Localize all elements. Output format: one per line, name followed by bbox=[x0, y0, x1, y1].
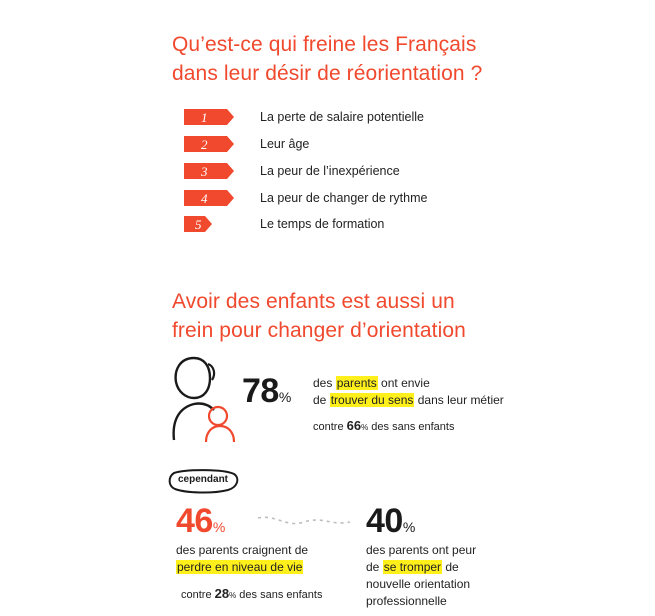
text-part: des sans enfants bbox=[236, 589, 323, 601]
rank-label-3: La peur de l’inexpérience bbox=[260, 164, 400, 178]
text-part: des sans enfants bbox=[368, 421, 455, 433]
stat-unit: % bbox=[402, 519, 415, 535]
section1-title-line1: Qu’est-ce qui freine les Français bbox=[172, 33, 477, 56]
rank-tag-4 bbox=[183, 189, 235, 207]
stat-number: 46 bbox=[176, 502, 213, 540]
rank-tag-2 bbox=[183, 135, 235, 153]
rank-arrow-shape bbox=[183, 135, 235, 153]
section1-title bbox=[172, 30, 482, 88]
compare-number: 66 bbox=[346, 418, 362, 433]
highlight-perdre-niveau: perdre en niveau de vie bbox=[177, 560, 303, 574]
stat-78 bbox=[242, 372, 291, 411]
stat-number: 40 bbox=[366, 502, 403, 540]
compare-unit: % bbox=[229, 591, 237, 600]
rank-number: 2 bbox=[201, 137, 208, 152]
text-line: des parents craignent de bbox=[176, 543, 309, 557]
text-part: ont envie bbox=[377, 376, 430, 390]
stat-unit: % bbox=[212, 519, 225, 535]
rank-number: 5 bbox=[195, 217, 202, 232]
compare-number: 28 bbox=[214, 586, 230, 601]
rank-number: 1 bbox=[201, 110, 208, 125]
highlight-trouver-du-sens: trouver du sens bbox=[330, 393, 414, 407]
parent-child-icon bbox=[168, 352, 240, 444]
rank-tag-1 bbox=[183, 108, 235, 126]
text-part: de bbox=[442, 560, 459, 574]
text-line: nouvelle orientation bbox=[366, 577, 471, 591]
rank-label-2: Leur âge bbox=[260, 137, 310, 151]
stat-46-description bbox=[176, 542, 308, 576]
section2-title-line2: frein pour changer d’orientation bbox=[172, 319, 466, 342]
compare-unit: % bbox=[361, 423, 369, 432]
stat-40 bbox=[366, 502, 415, 541]
rank-arrow-shape bbox=[183, 108, 235, 126]
rank-arrow-shape bbox=[183, 189, 235, 207]
text-line: professionnelle bbox=[366, 594, 447, 608]
section2-title bbox=[172, 287, 466, 345]
rank-label-4: La peur de changer de rythme bbox=[260, 191, 428, 205]
stat-78-description bbox=[313, 375, 504, 409]
section1-title-line2: dans leur désir de réorientation ? bbox=[172, 62, 483, 85]
rank-number: 3 bbox=[201, 164, 208, 179]
dotted-connector bbox=[256, 512, 352, 532]
stat-number: 78 bbox=[242, 372, 279, 410]
text-part: contre bbox=[313, 421, 347, 433]
rank-arrow-shape bbox=[183, 162, 235, 180]
rank-number: 4 bbox=[201, 191, 208, 206]
cependant-label: cependant bbox=[178, 474, 229, 485]
text-part: des bbox=[313, 376, 336, 390]
stat-unit: % bbox=[278, 389, 291, 405]
rank-tag-5 bbox=[183, 215, 235, 233]
highlight-parents: parents bbox=[336, 376, 377, 390]
highlight-se-tromper: se tromper bbox=[383, 560, 442, 574]
stat-78-comparison bbox=[313, 418, 454, 433]
rank-label-5: Le temps de formation bbox=[260, 217, 385, 231]
rank-arrow-shape bbox=[183, 215, 235, 233]
text-part: contre bbox=[181, 589, 215, 601]
rank-label-1: La perte de salaire potentielle bbox=[260, 110, 425, 124]
rank-tag-3 bbox=[183, 162, 235, 180]
stat-40-description bbox=[366, 542, 476, 610]
text-part: de bbox=[366, 560, 383, 574]
text-part: dans leur métier bbox=[414, 393, 504, 407]
stat-46-comparison bbox=[181, 586, 322, 601]
text-line: des parents ont peur bbox=[366, 543, 477, 557]
text-part: de bbox=[313, 393, 330, 407]
section2-title-line1: Avoir des enfants est aussi un bbox=[172, 290, 455, 313]
stat-46 bbox=[176, 502, 225, 541]
